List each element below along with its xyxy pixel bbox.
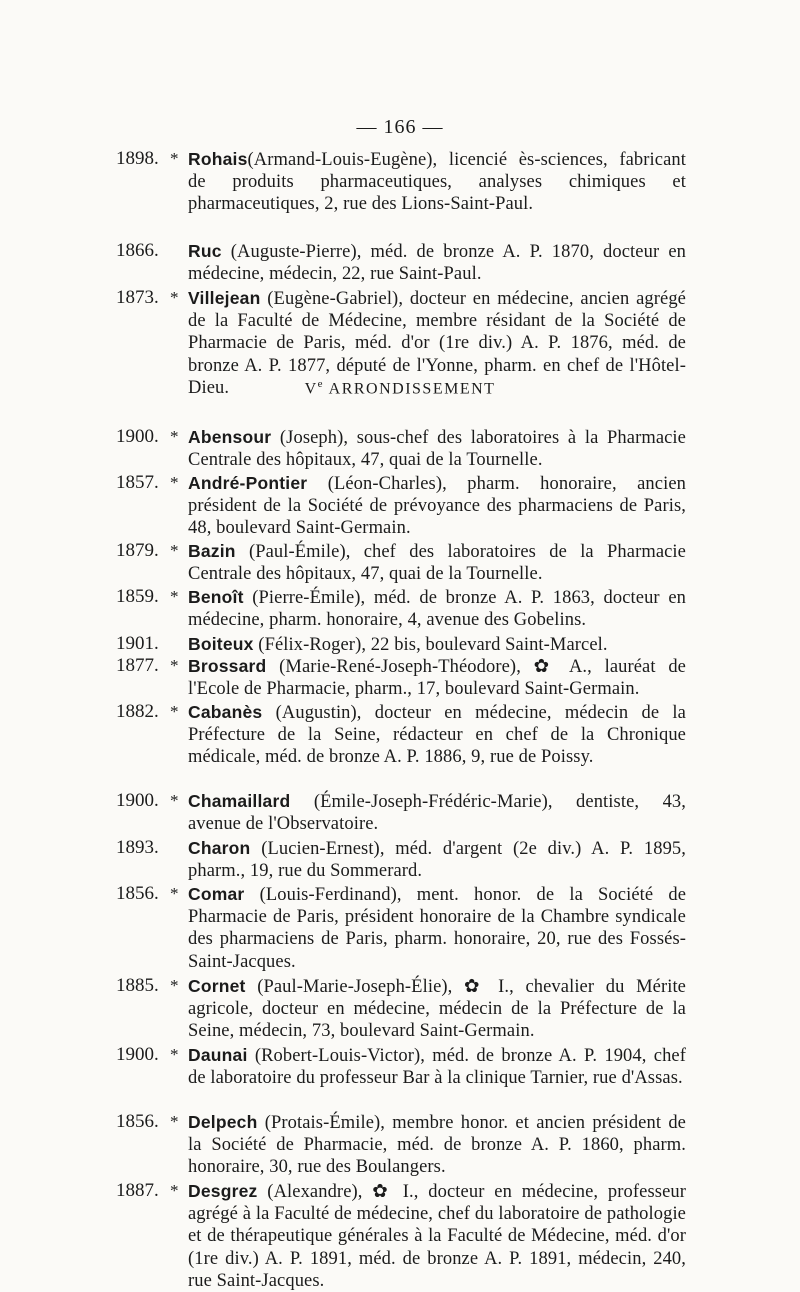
entry-year: 1859. bbox=[116, 586, 159, 607]
entry-text bbox=[188, 426, 686, 471]
entry-description: (Robert-Louis-Victor), méd. de bronze A. P. 1904, chef de laboratoire du professeur Bar à la clinique Tarnier, rue d'Assas. bbox=[188, 1046, 686, 1089]
entry-name: Daunai bbox=[188, 1045, 248, 1065]
entry-text bbox=[188, 1111, 686, 1179]
entry-text bbox=[188, 837, 686, 882]
entry-year: 1900. bbox=[116, 1044, 159, 1065]
entry-star: * bbox=[170, 1112, 179, 1131]
entry-year: 1900. bbox=[116, 426, 159, 447]
entry-description: (Pierre-Émile), méd. de bronze A. P. 1863, docteur en médecine, pharm. honoraire, 4, avenue des Gobelins. bbox=[188, 588, 686, 631]
entry-text bbox=[188, 633, 686, 656]
entry-star: * bbox=[170, 656, 179, 675]
entry-description: (Lucien-Ernest), méd. d'argent (2e div.) A. P. 1895, pharm., 19, rue du Sommerard. bbox=[188, 839, 686, 882]
section-sup: e bbox=[317, 378, 325, 390]
entry-description: (Félix-Roger), 22 bis, boulevard Saint-Marcel. bbox=[253, 635, 608, 655]
entry-name: Benoît bbox=[188, 587, 244, 607]
entry-name: Brossard bbox=[188, 656, 267, 676]
entry-year: 1882. bbox=[116, 701, 159, 722]
entry-description: (Joseph), sous-chef des laboratoires à la Pharmacie Centrale des hôpitaux, 47, quai de la Tournelle. bbox=[188, 428, 686, 471]
entry-star: * bbox=[170, 149, 179, 168]
entry-description: (Émile-Joseph-Frédéric-Marie), dentiste, 43, avenue de l'Observatoire. bbox=[188, 792, 686, 835]
entry-star: * bbox=[170, 1045, 179, 1064]
entry-name: Desgrez bbox=[188, 1181, 258, 1201]
entry-year: 1857. bbox=[116, 472, 159, 493]
entry-name: Boiteux bbox=[188, 634, 254, 654]
page-number: — 166 — bbox=[356, 116, 444, 138]
entry-year: 1885. bbox=[116, 975, 159, 996]
entry-description: (Paul-Marie-Joseph-Élie), ✿ I., chevalier du Mérite agricole, docteur en médecine, médecin de la Préfecture de la Seine, médecin, 73, boulevard Saint-Germain. bbox=[188, 977, 686, 1042]
entry-text bbox=[188, 1044, 686, 1089]
entry-star: * bbox=[170, 473, 179, 492]
entry-text bbox=[188, 655, 686, 700]
section-title bbox=[0, 378, 800, 398]
entry-year: 1900. bbox=[116, 790, 159, 811]
entry-text bbox=[188, 240, 686, 285]
entry-description: (Protais-Émile), membre honor. et ancien président de la Société de Pharmacie, méd. de bronze A. P. 1860, pharm. honoraire, 30, rue des Boulangers. bbox=[188, 1113, 686, 1178]
entry-description: (Marie-René-Joseph-Théodore), ✿ A., lauréat de l'Ecole de Pharmacie, pharm., 17, boulevard Saint-Germain. bbox=[188, 657, 686, 700]
entry-description: (Augustin), docteur en médecine, médecin de la Préfecture de la Seine, rédacteur en chef de la Chronique médicale, méd. de bronze A. P. 1886, 9, rue de Poissy. bbox=[188, 703, 686, 768]
entry-star: * bbox=[170, 288, 179, 307]
entry-text bbox=[188, 586, 686, 631]
entry-year: 1901. bbox=[116, 633, 159, 654]
entry-text bbox=[188, 540, 686, 585]
entry-description: (Paul-Émile), chef des laboratoires de la Pharmacie Centrale des hôpitaux, 47, quai de la Tournelle. bbox=[188, 542, 686, 585]
entry-description: (Eugène-Gabriel), docteur en médecine, ancien agrégé de la Faculté de Médecine, membre résidant de la Société de Pharmacie de Paris, méd. d'or (1re div.) A. P. 1876, méd. de bronze A. P. 1877, député de l'Yonne, pharm. en chef de l'Hôtel-Dieu. bbox=[188, 289, 686, 398]
entry-name: Chamaillard bbox=[188, 791, 291, 811]
entry-name: Charon bbox=[188, 838, 251, 858]
entry-year: 1866. bbox=[116, 240, 159, 261]
entry-year: 1879. bbox=[116, 540, 159, 561]
entry-year: 1856. bbox=[116, 1111, 159, 1132]
entry-text bbox=[188, 975, 686, 1043]
entry-description: (Armand-Louis-Eugène), licencié ès-sciences, fabricant de produits pharmaceutiques, analyses chimiques et pharmaceutiques, 2, rue des Lions-Saint-Paul. bbox=[188, 150, 686, 215]
entry-star: * bbox=[170, 1181, 179, 1200]
entry-description: (Alexandre), ✿ I., docteur en médecine, professeur agrégé à la Faculté de médecine, chef du laboratoire de pathologie et de thérapeutique générales à la Faculté de Médecine, méd. d'or (1re div.) A. P. 1891, méd. de bronze A. P. 1891, médecin, 240, rue Saint-Jacques. bbox=[188, 1182, 686, 1291]
entry-text bbox=[188, 1180, 686, 1292]
entry-year: 1898. bbox=[116, 148, 159, 169]
entry-name: Ruc bbox=[188, 241, 222, 261]
entry-star: * bbox=[170, 427, 179, 446]
entry-year: 1877. bbox=[116, 655, 159, 676]
entry-year: 1873. bbox=[116, 287, 159, 308]
entry-name: Delpech bbox=[188, 1112, 258, 1132]
entry-star: * bbox=[170, 884, 179, 903]
entry-star: * bbox=[170, 702, 179, 721]
entry-text bbox=[188, 701, 686, 769]
section-label: ARRONDISSEMENT bbox=[324, 380, 496, 398]
entry-name: Rohais bbox=[188, 149, 248, 169]
section-roman: V bbox=[304, 380, 318, 398]
entry-year: 1887. bbox=[116, 1180, 159, 1201]
entry-name: Abensour bbox=[188, 427, 272, 447]
entry-year: 1893. bbox=[116, 837, 159, 858]
entry-description: (Léon-Charles), pharm. honoraire, ancien président de la Société de prévoyance des pharmaciens de Paris, 48, boulevard Saint-Germain. bbox=[188, 474, 686, 539]
entry-name: Comar bbox=[188, 884, 245, 904]
entry-text bbox=[188, 472, 686, 540]
entry-name: Bazin bbox=[188, 541, 236, 561]
entry-text bbox=[188, 883, 686, 973]
entry-star: * bbox=[170, 587, 179, 606]
entry-name: André-Pontier bbox=[188, 473, 308, 493]
entry-star: * bbox=[170, 791, 179, 810]
entry-text bbox=[188, 148, 686, 216]
entry-name: Cornet bbox=[188, 976, 246, 996]
entry-star: * bbox=[170, 541, 179, 560]
entry-year: 1856. bbox=[116, 883, 159, 904]
entry-text bbox=[188, 790, 686, 835]
entry-star: * bbox=[170, 976, 179, 995]
entry-name: Cabanès bbox=[188, 702, 263, 722]
entry-description: (Louis-Ferdinand), ment. honor. de la Société de Pharmacie de Paris, président honoraire de la Chambre syndicale des pharmaciens de Paris, pharm. honoraire, 20, rue des Fossés-Saint-Jacques. bbox=[188, 885, 686, 972]
entry-name: Villejean bbox=[188, 288, 261, 308]
entry-description: (Auguste-Pierre), méd. de bronze A. P. 1870, docteur en médecine, médecin, 22, rue Saint-Paul. bbox=[188, 242, 686, 285]
